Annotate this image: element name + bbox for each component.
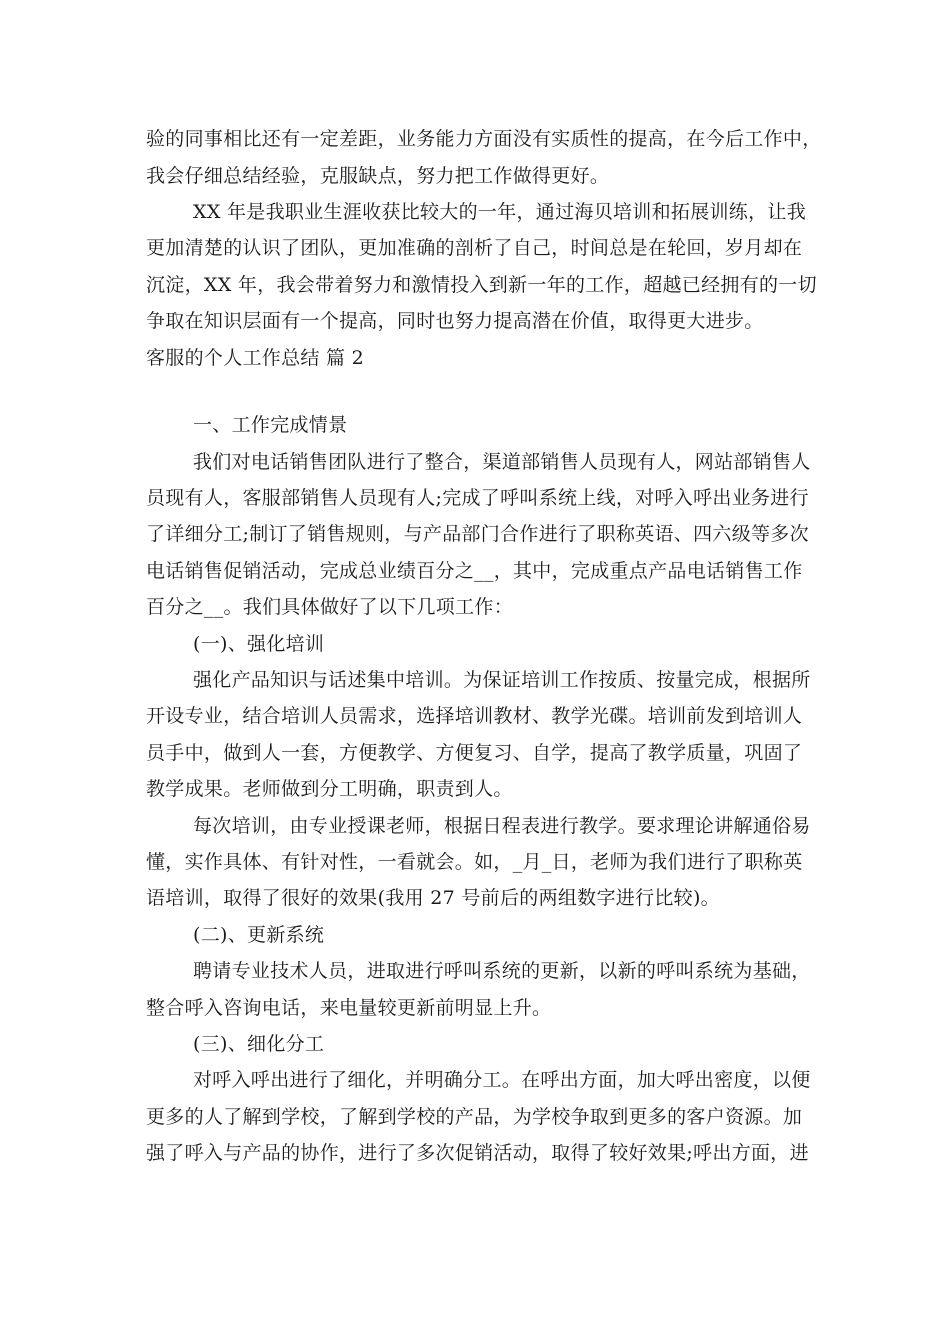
paragraph-first-line: 强化产品知识与话述集中培训。为保证培训工作按质、按量完成，根据所 <box>193 669 811 691</box>
body-text-line: 懂，实作具体、有针对性，一看就会。如，_月_日，老师为我们进行了职称英 <box>146 851 803 873</box>
body-text-line: 了详细分工;制订了销售规则，与产品部门合作进行了职称英语、四六级等多次 <box>146 523 809 545</box>
paragraph-first-line: 我们对电话销售团队进行了整合，渠道部销售人员现有人，网站部销售人 <box>193 451 811 473</box>
paragraph-first-line: 每次培训，由专业授课老师，根据日程表进行教学。要求理论讲解通俗易 <box>193 815 811 837</box>
body-text-line: 百分之__。我们具体做好了以下几项工作： <box>146 596 514 618</box>
body-text-line: 争取在知识层面有一个提高，同时也努力提高潜在价值，取得更大进步。 <box>146 310 764 332</box>
subheading-division-of-work: (三)、细化分工 <box>193 1033 325 1055</box>
body-text-line: 验的同事相比还有一定差距，业务能力方面没有实质性的提高，在今后工作中， <box>146 128 822 150</box>
body-text-line: 更加清楚的认识了团队，更加准确的剖析了自己，时间总是在轮回，岁月却在 <box>146 237 803 259</box>
body-text-line: 员现有人，客服部销售人员现有人;完成了呼叫系统上线，对呼入呼出业务进行 <box>146 487 809 509</box>
body-text-line: 整合呼入咨询电话，来电量较更新前明显上升。 <box>146 997 552 1019</box>
paragraph-first-line: 对呼入呼出进行了细化，并明确分工。在呼出方面，加大呼出密度，以便 <box>193 1069 811 1091</box>
body-text-line: 开设专业，结合培训人员需求，选择培训教材、教学光碟。培训前发到培训人 <box>146 705 803 727</box>
body-text-line: 沉淀，XX 年，我会带着努力和激情投入到新一年的工作，超越已经拥有的一切 <box>146 274 817 296</box>
paragraph-first-line: XX 年是我职业生涯收获比较大的一年，通过海贝培训和拓展训练，让我 <box>193 201 806 223</box>
body-text-line: 语培训，取得了很好的效果(我用 27 号前后的两组数字进行比较)。 <box>146 887 720 909</box>
section-title: 客服的个人工作总结 篇 2 <box>146 347 365 369</box>
body-text-line: 强了呼入与产品的协作，进行了多次促销活动，取得了较好效果;呼出方面，进 <box>146 1142 809 1164</box>
body-text-line: 我会仔细总结经验，克服缺点，努力把工作做得更好。 <box>146 165 610 187</box>
body-text-line: 员手中，做到人一套，方便教学、方便复习、自学，提高了教学质量，巩固了 <box>146 742 803 764</box>
paragraph-first-line: 聘请专业技术人员，进取进行呼叫系统的更新，以新的呼叫系统为基础， <box>193 960 811 982</box>
subheading-training: (一)、强化培训 <box>193 633 325 655</box>
heading-work-completion: 一、工作完成情景 <box>193 414 348 436</box>
subheading-system-update: (二)、更新系统 <box>193 924 325 946</box>
body-text-line: 教学成果。老师做到分工明确，职责到人。 <box>146 778 513 800</box>
body-text-line: 更多的人了解到学校，了解到学校的产品，为学校争取到更多的客户资源。加 <box>146 1106 803 1128</box>
body-text-line: 电话销售促销活动，完成总业绩百分之__，其中，完成重点产品电话销售工作 <box>146 560 803 582</box>
